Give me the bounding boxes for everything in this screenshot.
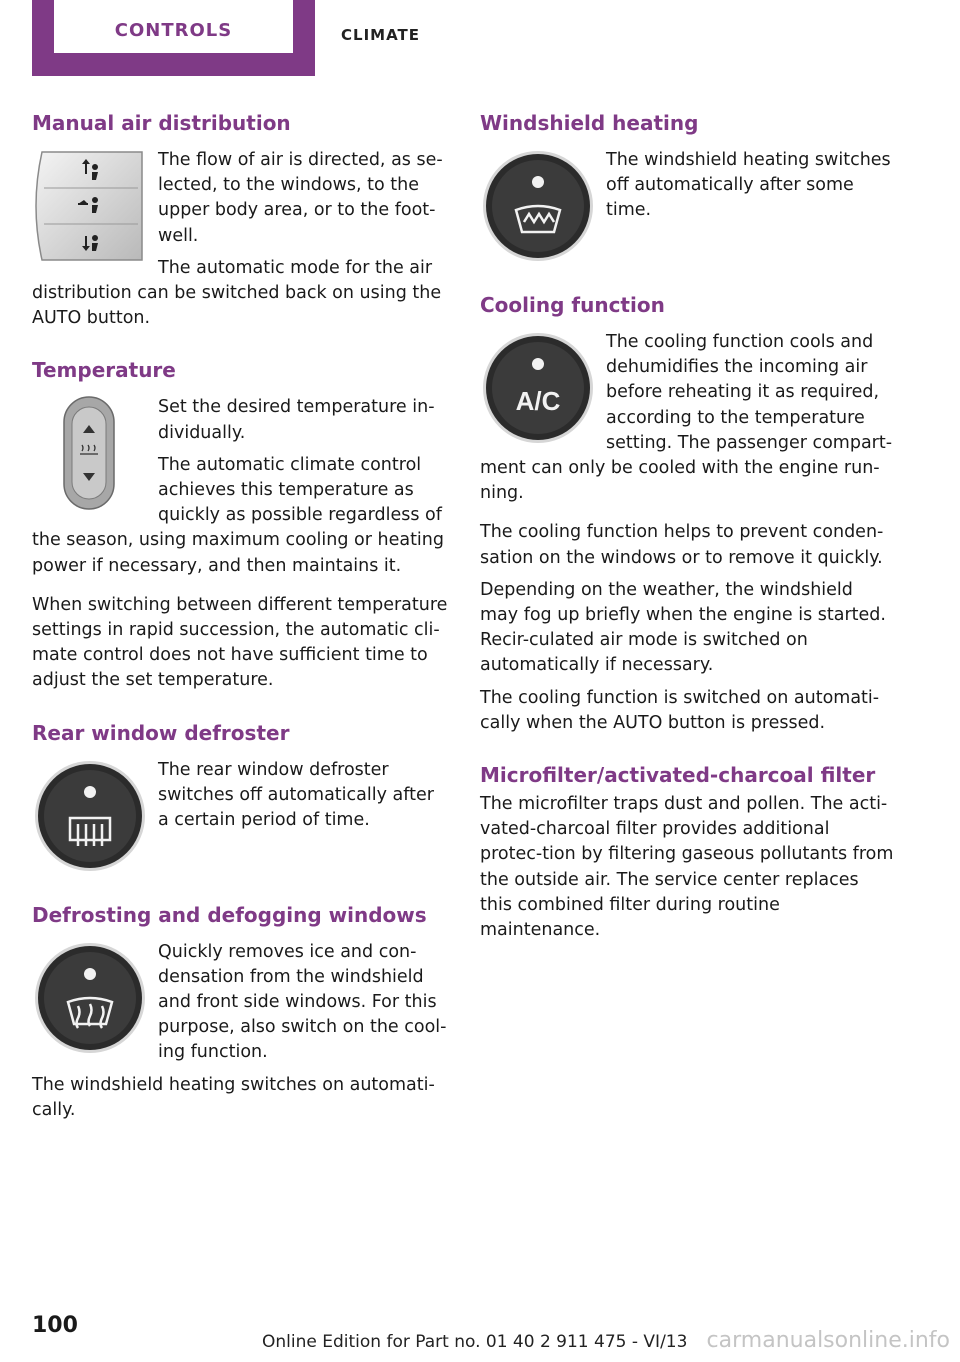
cooling-text-4: The cooling function is switched on automati-cally when the AUTO button is pressed. (480, 687, 880, 733)
heading-defogging: Defrosting and defogging windows (32, 902, 427, 927)
section-windshield-heating (480, 108, 896, 266)
indicator-led-icon (84, 968, 96, 980)
microfilter-text-1: The microfilter traps dust and pollen. The acti-vated-charcoal filter provides additional protec-tion by filtering gaseous pollutants from the outside air. The service center replaces this combined filter during routine maintenance. (480, 794, 894, 941)
defogging-text-2: The windshield heating switches on automati-cally. (32, 1074, 435, 1120)
indicator-led-icon (532, 176, 544, 188)
heading-air-distribution: Manual air distribution (32, 111, 291, 135)
temperature-text-3: When switching between different temperature settings in rapid succession, the automatic cli-mate control does not have sufficient time to adjust the set temperature. (32, 594, 448, 691)
air-distribution-buttons-image (32, 148, 148, 268)
air-distribution-text-1: The flow of air is directed, as se-lected, to the windows, to the upper body area, or to the foot-well. (158, 150, 443, 246)
section-air-distribution (32, 108, 448, 331)
rear-defroster-text-1: The rear window defroster switches off automatically after a certain period of time. (158, 759, 434, 831)
page-number: 100 (32, 1313, 78, 1338)
defogging-text-1: Quickly removes ice and con-densation from the windshield and front side windows. For this purpose, also switch on the cool-ing function. (158, 941, 447, 1063)
section-defogging (32, 900, 448, 1123)
temperature-rocker-image (32, 395, 148, 515)
ac-label: A/C (515, 386, 561, 416)
cooling-text-2: The cooling function helps to prevent conden-sation on the windows or to remove it quickly. (480, 522, 884, 568)
rear-defroster-button-image (32, 758, 148, 874)
air-distribution-text-2: The automatic mode for the air distribution can be switched back on using the AUTO button. (32, 257, 442, 329)
chapter-title: CLIMATE (341, 26, 420, 44)
watermark: carmanualsonline.info (706, 1328, 950, 1353)
cooling-text-3: Depending on the weather, the windshield may fog up briefly when the engine is started. Recir-culated air mode is switched on automatically if necessary. (480, 579, 886, 676)
heading-windshield-heating: Windshield heating (480, 111, 699, 135)
section-tab-label: CONTROLS (114, 20, 233, 41)
cooling-text-1: The cooling function cools and dehumidifies the incoming air before reheating it as required, according to the temperature setting. The passenger compart-ment can only be cooled with the engine run-ning. (480, 332, 893, 504)
heading-rear-defroster: Rear window defroster (32, 720, 290, 745)
heading-microfilter: Microfilter/activated-charcoal filter (480, 763, 876, 788)
section-microfilter (480, 760, 896, 943)
heading-cooling: Cooling function (480, 293, 665, 317)
temperature-text-1: Set the desired temperature in-dividually. (158, 397, 435, 443)
section-cooling (480, 290, 896, 736)
edition-footer: Online Edition for Part no. 01 40 2 911 475 - VI/13 (262, 1332, 688, 1352)
windshield-heating-button-image (480, 148, 596, 264)
temperature-text-2: The automatic climate control achieves this temperature as quickly as possible regardless of the season, using maximum cooling or heating power if necessary, and then maintains it. (32, 454, 444, 576)
windshield-defrost-button-image (32, 940, 148, 1056)
section-temperature (32, 355, 448, 693)
heading-temperature: Temperature (32, 358, 176, 383)
windshield-heating-text-1: The windshield heating switches off automatically after some time. (606, 150, 891, 221)
section-tab (32, 0, 315, 76)
right-column (480, 108, 896, 967)
indicator-led-icon (532, 358, 544, 370)
ac-button-image (480, 330, 596, 446)
indicator-led-icon (84, 786, 96, 798)
section-tab-inner (54, 0, 293, 53)
left-column (32, 108, 448, 1147)
section-rear-defroster (32, 718, 448, 876)
